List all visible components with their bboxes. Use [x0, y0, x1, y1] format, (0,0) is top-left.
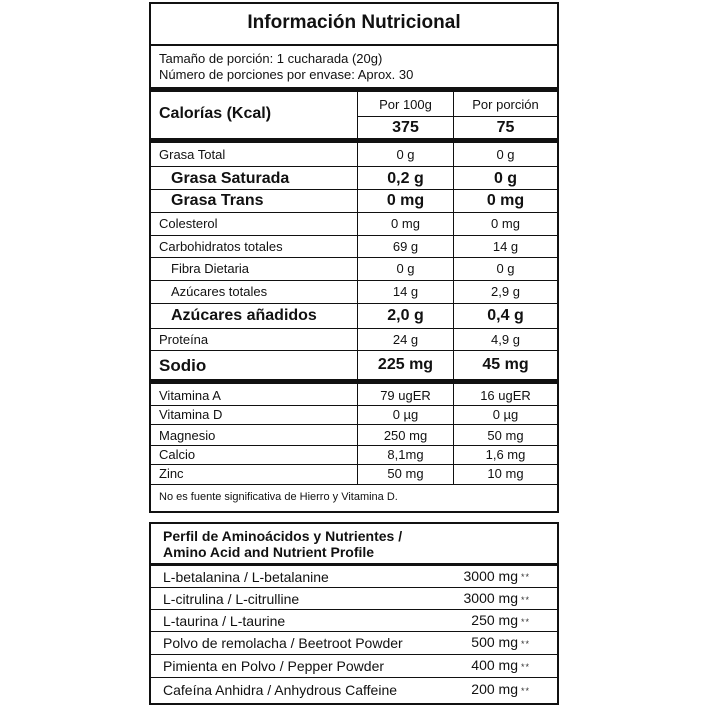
divider — [151, 257, 557, 258]
divider — [151, 563, 557, 566]
nutrition-title: Información Nutricional — [247, 12, 461, 33]
nutrient-label: Proteína — [159, 332, 209, 347]
vitamin-per100: 50 mg — [387, 466, 424, 481]
divider — [151, 654, 557, 655]
nutrient-perserving: 0 mg — [486, 192, 525, 209]
vitamin-perserving: 1,6 mg — [485, 447, 526, 462]
divider — [151, 212, 557, 213]
nutrient-per100: 24 g — [392, 332, 419, 347]
vitamin-per100: 79 ugER — [380, 388, 431, 403]
vitamin-perserving: 10 mg — [487, 466, 524, 481]
nutrient-perserving: 0 g — [493, 170, 518, 187]
amino-label: L-taurina / L-taurine — [163, 613, 286, 629]
footnote-marker: ** — [521, 639, 531, 649]
nutrient-perserving: 45 mg — [482, 356, 529, 373]
nutrient-per100: 225 mg — [377, 356, 434, 373]
divider — [151, 87, 557, 92]
nutrient-per100: 0 g — [396, 261, 415, 276]
divider — [151, 280, 557, 281]
vitamin-label: Zinc — [159, 466, 184, 481]
divider — [151, 328, 557, 329]
vitamin-perserving: 16 ugER — [480, 388, 531, 403]
footnote: No es fuente significativa de Hierro y Vitamina D. — [159, 491, 398, 503]
footnote-marker: ** — [521, 662, 531, 672]
divider — [357, 116, 557, 117]
col-per100-header: Por 100g — [379, 97, 432, 112]
divider — [151, 44, 557, 46]
amino-profile-subtitle: Amino Acid and Nutrient Profile — [163, 544, 375, 560]
divider — [151, 235, 557, 236]
nutrient-perserving: 4,9 g — [491, 332, 520, 347]
nutrient-per100: 0,2 g — [387, 170, 424, 187]
servings-per-container: Número de porciones por envase: Aprox. 30 — [159, 67, 414, 82]
amino-label: Cafeína Anhidra / Anhydrous Caffeine — [163, 682, 398, 698]
divider — [151, 379, 557, 384]
nutrient-label: Azúcares totales — [171, 284, 268, 299]
divider — [151, 484, 557, 485]
nutrient-label: Grasa Total — [159, 147, 226, 162]
nutrient-per100: 0 mg — [386, 192, 425, 209]
calories-perserving: 75 — [496, 119, 515, 136]
footnote-marker: ** — [521, 686, 531, 696]
col-perserving-header: Por porción — [472, 97, 539, 112]
serving-size: Tamaño de porción: 1 cucharada (20g) — [159, 51, 383, 66]
footnote-marker: ** — [521, 617, 531, 627]
divider — [151, 587, 557, 588]
divider — [151, 609, 557, 610]
divider — [151, 424, 557, 425]
nutrient-per100: 69 g — [392, 239, 419, 254]
nutrient-label: Fibra Dietaria — [171, 261, 250, 276]
amino-profile-title: Perfil de Aminoácidos y Nutrientes / — [163, 528, 403, 544]
calories-label: Calorías (Kcal) — [159, 105, 272, 122]
nutrient-label: Azúcares añadidos — [171, 307, 317, 324]
nutrient-per100: 14 g — [392, 284, 419, 299]
nutrient-perserving: 14 g — [492, 239, 519, 254]
footnote-marker: ** — [521, 595, 531, 605]
nutrient-label: Colesterol — [159, 216, 218, 231]
calories-per100: 375 — [392, 119, 419, 136]
vitamin-per100: 250 mg — [383, 428, 428, 443]
amino-label: L-citrulina / L-citrulline — [163, 591, 300, 607]
divider — [151, 445, 557, 446]
nutrient-perserving: 0 g — [496, 147, 515, 162]
nutrient-label: Grasa Trans — [171, 192, 264, 209]
nutrient-label: Carbohidratos totales — [159, 239, 283, 254]
divider — [151, 350, 557, 351]
divider — [151, 405, 557, 406]
nutrient-label: Grasa Saturada — [171, 170, 290, 187]
vitamin-label: Magnesio — [159, 428, 216, 443]
divider — [151, 138, 557, 143]
divider — [151, 166, 557, 167]
amino-amount: 3000 mg — [463, 590, 518, 606]
nutrient-label: Sodio — [159, 356, 207, 375]
amino-amount: 250 mg — [471, 612, 518, 628]
vitamin-label: Vitamina D — [159, 407, 223, 422]
vitamin-perserving: 50 mg — [487, 428, 524, 443]
nutrient-perserving: 0,4 g — [487, 307, 524, 324]
nutrient-perserving: 0 mg — [491, 216, 520, 231]
vitamin-per100: 0 µg — [392, 407, 419, 422]
nutrient-per100: 0 g — [396, 147, 415, 162]
footnote-marker: ** — [521, 572, 531, 582]
divider — [151, 464, 557, 465]
vitamin-per100: 8,1mg — [387, 447, 424, 462]
amino-label: Polvo de remolacha / Beetroot Powder — [163, 635, 403, 651]
vitamin-label: Calcio — [159, 447, 196, 462]
nutrient-perserving: 0 g — [496, 261, 515, 276]
vitamin-perserving: 0 µg — [492, 407, 519, 422]
amino-amount: 200 mg — [471, 681, 518, 697]
nutrient-per100: 2,0 g — [387, 307, 424, 324]
divider — [151, 677, 557, 678]
vitamin-label: Vitamina A — [159, 388, 221, 403]
divider — [151, 631, 557, 632]
divider — [151, 303, 557, 304]
amino-amount: 3000 mg — [463, 568, 518, 584]
nutrient-perserving: 2,9 g — [491, 284, 520, 299]
amino-label: Pimienta en Polvo / Pepper Powder — [163, 658, 385, 674]
nutrient-per100: 0 mg — [391, 216, 420, 231]
divider — [151, 189, 557, 190]
amino-amount: 400 mg — [471, 657, 518, 673]
amino-amount: 500 mg — [471, 634, 518, 650]
amino-label: L-betalanina / L-betalanine — [163, 569, 329, 585]
